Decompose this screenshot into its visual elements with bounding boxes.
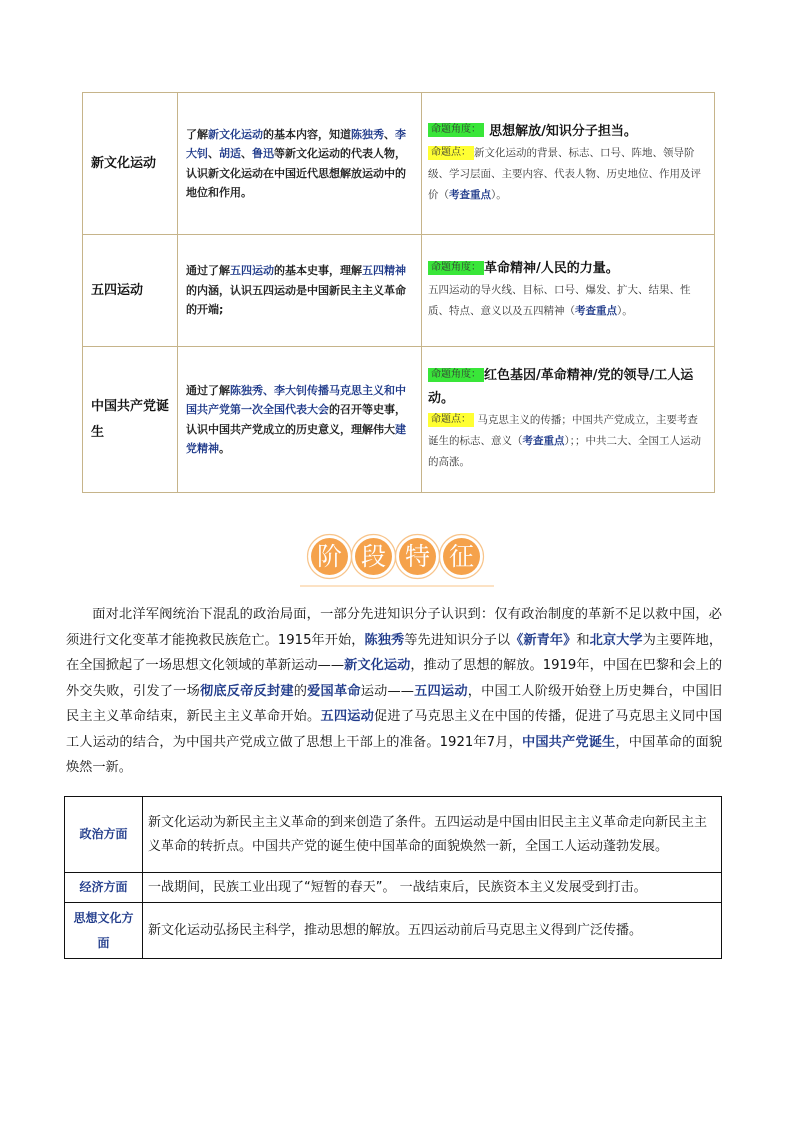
req-text: 。 [219, 442, 230, 455]
exam-point-cell [422, 93, 715, 235]
requirement-cell [178, 347, 422, 493]
angle-tag: 命题角度： [428, 368, 484, 382]
topic-cell: 新文化运动 [83, 93, 178, 235]
para-key: 中国共产党诞生 [521, 734, 616, 750]
table-row [65, 797, 722, 873]
req-key: 李大钊 [186, 127, 406, 160]
table-row [83, 347, 715, 493]
para-text: ，中国革命的面貌焕然一新。 [66, 734, 723, 775]
requirement-cell [178, 93, 422, 235]
point-text: 马克思主义的传播；中国共产党成立，主要考查诞生的标志、意义（ [428, 414, 698, 447]
point-key: 考查重点 [575, 305, 617, 317]
angle-text: 革命精神/人民的力量。 [484, 261, 619, 276]
point-key: 考查重点 [449, 188, 491, 201]
para-text: 促进了马克思主义在中国的传播，促进了马克思主义同中国工人运动的结合，为中国共产党成立做了思想上干部上的准备。1921年7月， [66, 709, 723, 750]
table-row [65, 873, 722, 903]
topic-cell: 中国共产党诞生 [83, 347, 178, 493]
point-end: ）。 [617, 305, 633, 317]
point-end: ）；；中共二大、全国工人运动的高涨。 [428, 435, 701, 468]
banner-char: 阶 [311, 538, 348, 575]
feature-cell: 新文化运动弘扬民主科学，推动思想的解放。五四运动前后马克思主义得到广泛传播。 [143, 903, 722, 959]
para-key: 彻底反帝反封建 [199, 683, 294, 699]
para-text: 的 [293, 683, 308, 699]
para-text: 等先进知识分子以 [404, 632, 511, 648]
req-text: 的召开等史事，认识中国共产党成立的历史意义，理解伟大 [186, 403, 406, 436]
req-text: 了解 [186, 127, 208, 141]
banner-title [311, 538, 480, 575]
req-text: 、 [384, 127, 395, 141]
table-row [83, 93, 715, 235]
req-text: 、 [208, 147, 219, 160]
req-text: 的基本史事，理解 [274, 264, 362, 278]
exam-point-cell [422, 235, 715, 347]
point-tag: 命题点： [428, 146, 474, 160]
aspect-cell: 政治方面 [65, 797, 143, 873]
para-text: ，推动了思想的解放。1919年，中国在巴黎和会上的外交失败，引发了一场 [66, 658, 723, 699]
aspect-cell: 思想文化方面 [65, 903, 143, 959]
topic-requirements-table [82, 92, 715, 493]
table-row [65, 903, 722, 959]
exam-point-cell [422, 347, 715, 493]
point-key: 考查重点 [522, 435, 565, 447]
para-key: 五四运动 [413, 683, 468, 699]
point-text: 新文化运动的背景、标志、口号、阵地、领导阶级、学习层面、主要内容、代表人物、历史地位、作用及评价（ [428, 146, 701, 201]
para-text: 和 [576, 632, 590, 648]
feature-cell: 新文化运动为新民主主义革命的到来创造了条件。五四运动是中国由旧民主主义革命走向新民主主义革命的转折点。中国共产党的诞生使中国革命的面貌焕然一新，全国工人运动蓬勃发展。 [143, 797, 722, 873]
para-key: 爱国革命 [307, 683, 361, 699]
req-text: 、 [241, 147, 252, 160]
para-key: 五四运动 [320, 709, 375, 724]
angle-text: 思想解放/知识分子担当。 [489, 123, 637, 139]
stage-summary-paragraph [66, 602, 722, 781]
req-text: 通过了解 [186, 383, 230, 397]
req-key: 五四精神 [362, 264, 406, 278]
req-text: 的基本内容，知道 [263, 127, 351, 141]
angle-tag: 命题角度： [428, 123, 484, 137]
banner-char: 段 [355, 538, 392, 575]
stage-features-table [64, 796, 722, 959]
req-text: 等新文化运动的代表人物，认识新文化运动在中国近代思想解放运动中的地位和作用。 [186, 147, 406, 199]
topic-cell: 五四运动 [83, 235, 178, 347]
req-key: 新文化运动 [208, 127, 263, 141]
para-text: 为主要阵地，在全国掀起了一场思想文化领域的革新运动—— [66, 632, 723, 673]
para-key: 陈独秀 [364, 632, 405, 648]
req-key: 胡适 [219, 147, 241, 160]
banner-char: 征 [443, 538, 480, 575]
requirement-cell [178, 235, 422, 347]
para-key: 北京大学 [589, 632, 643, 648]
para-key: 《新青年》 [510, 632, 577, 648]
para-text: 运动—— [360, 683, 414, 699]
banner-char: 特 [399, 538, 436, 575]
angle-text: 红色基因/革命精神/党的领导/工人运动。 [428, 368, 694, 406]
req-key: 陈独秀 [351, 127, 384, 141]
para-text: ，中国工人阶级开始登上历史舞台，中国旧民主主义革命结束，新民主主义革命开始。 [66, 683, 723, 724]
point-tag: 命题点： [428, 413, 474, 427]
angle-tag: 命题角度： [428, 261, 484, 275]
section-banner [300, 530, 494, 590]
req-key: 建党精神 [186, 422, 406, 455]
req-key: 鲁迅 [252, 147, 274, 160]
feature-cell: 一战期间，民族工业出现了“短暂的春天”。 一战结束后，民族资本主义发展受到打击。 [143, 873, 722, 903]
point-text: 五四运动的导火线、目标、口号、爆发、扩大、结果、性质、特点、意义以及五四精神（ [428, 284, 691, 317]
para-key: 新文化运动 [344, 658, 411, 673]
table-row [83, 235, 715, 347]
req-text: 通过了解 [186, 264, 230, 278]
aspect-cell: 经济方面 [65, 873, 143, 903]
point-end: ）。 [491, 188, 507, 201]
req-key: 五四运动 [230, 264, 274, 278]
req-text: 的内涵，认识五四运动是中国新民主主义革命的开端; [186, 283, 406, 317]
para-text: 面对北洋军阀统治下混乱的政治局面，一部分先进知识分子认识到：仅有政治制度的革新不足以救中国，必须进行文化变革才能挽救民族危亡。1915年开始， [66, 607, 722, 648]
req-key: 陈独秀、李大钊传播马克思主义和中国共产党第一次全国代表大会 [186, 383, 406, 416]
